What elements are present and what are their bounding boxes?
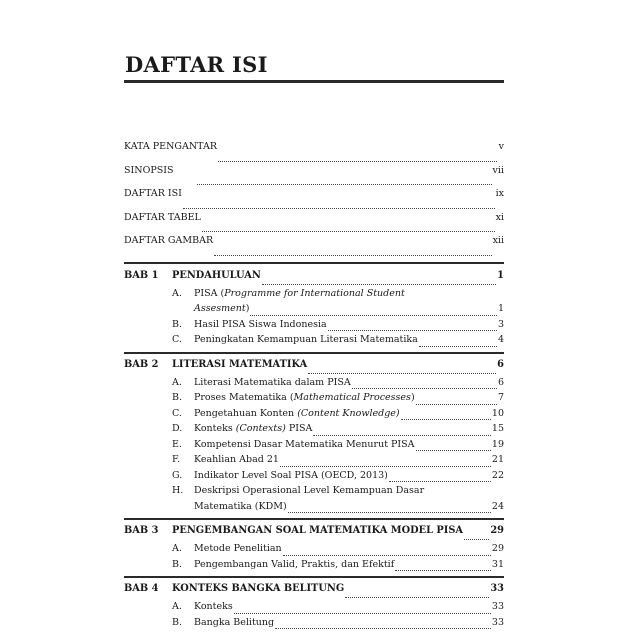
dot-leader — [416, 403, 497, 405]
subentry-letter: C. — [172, 334, 194, 345]
dot-leader — [464, 538, 489, 540]
toc-page-number: 6 — [497, 359, 504, 371]
section-divider — [124, 262, 504, 264]
chapter-title: KONTEKS BANGKA BELITUNG — [172, 583, 344, 595]
dot-leader — [202, 230, 495, 232]
subentry-label: Hasil PISA Siswa Indonesia — [194, 319, 327, 330]
dot-leader — [275, 627, 491, 629]
toc-subentry[interactable] — [124, 601, 504, 617]
subentry-letter: A. — [172, 543, 194, 554]
toc-subentry[interactable] — [124, 454, 504, 470]
toc-subentry[interactable] — [124, 334, 504, 350]
dot-leader — [183, 207, 495, 209]
subentry-label: Konteks (Contexts) PISA — [194, 423, 312, 434]
toc-subentry[interactable] — [124, 485, 504, 501]
toc-subentry[interactable] — [124, 288, 504, 304]
dot-leader — [308, 372, 496, 374]
toc-entry-label: SINOPSIS — [124, 165, 174, 176]
toc-subentry[interactable] — [124, 543, 504, 559]
table-of-contents — [124, 141, 504, 632]
subentry-letter: B. — [172, 559, 194, 570]
chapter-number: BAB 2 — [124, 359, 172, 371]
dot-leader — [218, 160, 497, 162]
subentry-label: Bangka Belitung — [194, 617, 274, 628]
toc-page-number: 6 — [498, 377, 504, 388]
toc-entry-sinopsis[interactable] — [124, 165, 504, 189]
toc-page-number: 15 — [492, 423, 504, 434]
section-divider — [124, 576, 504, 578]
dot-leader — [416, 449, 491, 451]
toc-chapter-bab-4[interactable] — [124, 583, 504, 601]
toc-page-number: 3 — [498, 319, 504, 330]
toc-chapter-bab-2[interactable] — [124, 359, 504, 377]
toc-subentry[interactable] — [124, 439, 504, 455]
subentry-label: Metode Penelitian — [194, 543, 282, 554]
chapter-number: BAB 1 — [124, 270, 172, 282]
toc-subentry[interactable] — [124, 470, 504, 486]
dot-leader — [288, 511, 491, 513]
dot-leader — [283, 554, 491, 556]
toc-entry-label: KATA PENGANTAR — [124, 141, 217, 152]
subentry-letter: H. — [172, 485, 194, 496]
toc-subentry[interactable] — [124, 408, 504, 424]
dot-leader — [345, 596, 489, 598]
chapter-title: PENDAHULUAN — [172, 270, 261, 282]
toc-entry-daftar-isi[interactable] — [124, 188, 504, 212]
chapter-number: BAB 3 — [124, 525, 172, 537]
toc-page-number: 24 — [492, 501, 504, 512]
toc-subentry[interactable] — [124, 423, 504, 439]
toc-entry-label: DAFTAR GAMBAR — [124, 235, 213, 246]
subentry-label: PISA (Programme for International Student — [194, 288, 405, 299]
toc-subentry-continuation[interactable] — [124, 303, 504, 319]
toc-page-number: 29 — [492, 543, 504, 554]
subentry-label: Pengetahuan Konten (Content Knowledge) — [194, 408, 400, 419]
toc-page-number: 19 — [492, 439, 504, 450]
toc-page-number: xi — [496, 212, 504, 223]
dot-leader — [389, 480, 491, 482]
dot-leader — [234, 612, 491, 614]
toc-entry-label: DAFTAR TABEL — [124, 212, 201, 223]
subentry-letter: A. — [172, 377, 194, 388]
toc-page-number: 22 — [492, 470, 504, 481]
toc-page-number: vii — [493, 165, 504, 176]
toc-page-number: 29 — [490, 525, 504, 537]
toc-page-number: 33 — [492, 617, 504, 628]
subentry-letter: A. — [172, 601, 194, 612]
chapter-title: PENGEMBANGAN SOAL MATEMATIKA MODEL PISA — [172, 525, 463, 537]
toc-subentry[interactable] — [124, 377, 504, 393]
subentry-label: Matematika (KDM) — [194, 501, 287, 512]
toc-subentry[interactable] — [124, 392, 504, 408]
subentry-label: Konteks — [194, 601, 233, 612]
toc-subentry[interactable] — [124, 319, 504, 335]
toc-chapter-bab-3[interactable] — [124, 525, 504, 543]
section-divider — [124, 352, 504, 354]
subentry-label: Peningkatan Kemampuan Literasi Matematika — [194, 334, 418, 345]
toc-page-number: 33 — [490, 583, 504, 595]
subentry-label: Assesment) — [194, 303, 249, 314]
toc-entry-daftar-gambar[interactable] — [124, 235, 504, 259]
subentry-letter: E. — [172, 439, 194, 450]
dot-leader — [352, 387, 497, 389]
subentry-label: Kompetensi Dasar Matematika Menurut PISA — [194, 439, 415, 450]
dot-leader — [395, 569, 491, 571]
dot-leader — [214, 254, 491, 256]
subentry-label: Proses Matematika (Mathematical Processes) — [194, 392, 415, 403]
dot-leader — [328, 329, 497, 331]
toc-page-number: ix — [496, 188, 504, 199]
toc-entry-kata-pengantar[interactable] — [124, 141, 504, 165]
subentry-label: Keahlian Abad 21 — [194, 454, 279, 465]
subentry-letter: F. — [172, 454, 194, 465]
toc-page-number: 1 — [497, 270, 504, 282]
subentry-letter: D. — [172, 423, 194, 434]
toc-chapter-bab-1[interactable] — [124, 270, 504, 288]
subentry-letter: A. — [172, 288, 194, 299]
dot-leader — [280, 465, 491, 467]
toc-page-number: 33 — [492, 601, 504, 612]
toc-entry-daftar-tabel[interactable] — [124, 212, 504, 236]
toc-page-number: 21 — [492, 454, 504, 465]
subentry-letter: C. — [172, 408, 194, 419]
dot-leader — [262, 283, 496, 285]
toc-subentry-continuation[interactable] — [124, 501, 504, 517]
subentry-label: Deskripsi Operasional Level Kemampuan Dasar — [194, 485, 424, 496]
toc-page-number: 7 — [498, 392, 504, 403]
dot-leader — [313, 434, 491, 436]
toc-subentry[interactable] — [124, 559, 504, 575]
subentry-label: Indikator Level Soal PISA (OECD, 2013) — [194, 470, 388, 481]
section-divider — [124, 518, 504, 520]
toc-page-number: 1 — [498, 303, 504, 314]
dot-leader — [197, 183, 492, 185]
chapter-number: BAB 4 — [124, 583, 172, 595]
subentry-letter: B. — [172, 319, 194, 330]
title-rule — [124, 80, 504, 83]
subentry-letter: B. — [172, 392, 194, 403]
dot-leader — [419, 345, 497, 347]
subentry-letter: B. — [172, 617, 194, 628]
toc-page-number: xii — [493, 235, 504, 246]
chapter-title: LITERASI MATEMATIKA — [172, 359, 307, 371]
toc-page-number: v — [498, 141, 504, 152]
toc-entry-label: DAFTAR ISI — [124, 188, 182, 199]
toc-page-number: 4 — [498, 334, 504, 345]
dot-leader — [401, 418, 491, 420]
subentry-letter: G. — [172, 470, 194, 481]
dot-leader — [250, 314, 497, 316]
toc-page-number: 31 — [492, 559, 504, 570]
page-title: DAFTAR ISI — [125, 52, 268, 77]
subentry-label: Literasi Matematika dalam PISA — [194, 377, 351, 388]
subentry-label: Pengembangan Valid, Praktis, dan Efektif — [194, 559, 394, 570]
toc-page-number: 10 — [492, 408, 504, 419]
